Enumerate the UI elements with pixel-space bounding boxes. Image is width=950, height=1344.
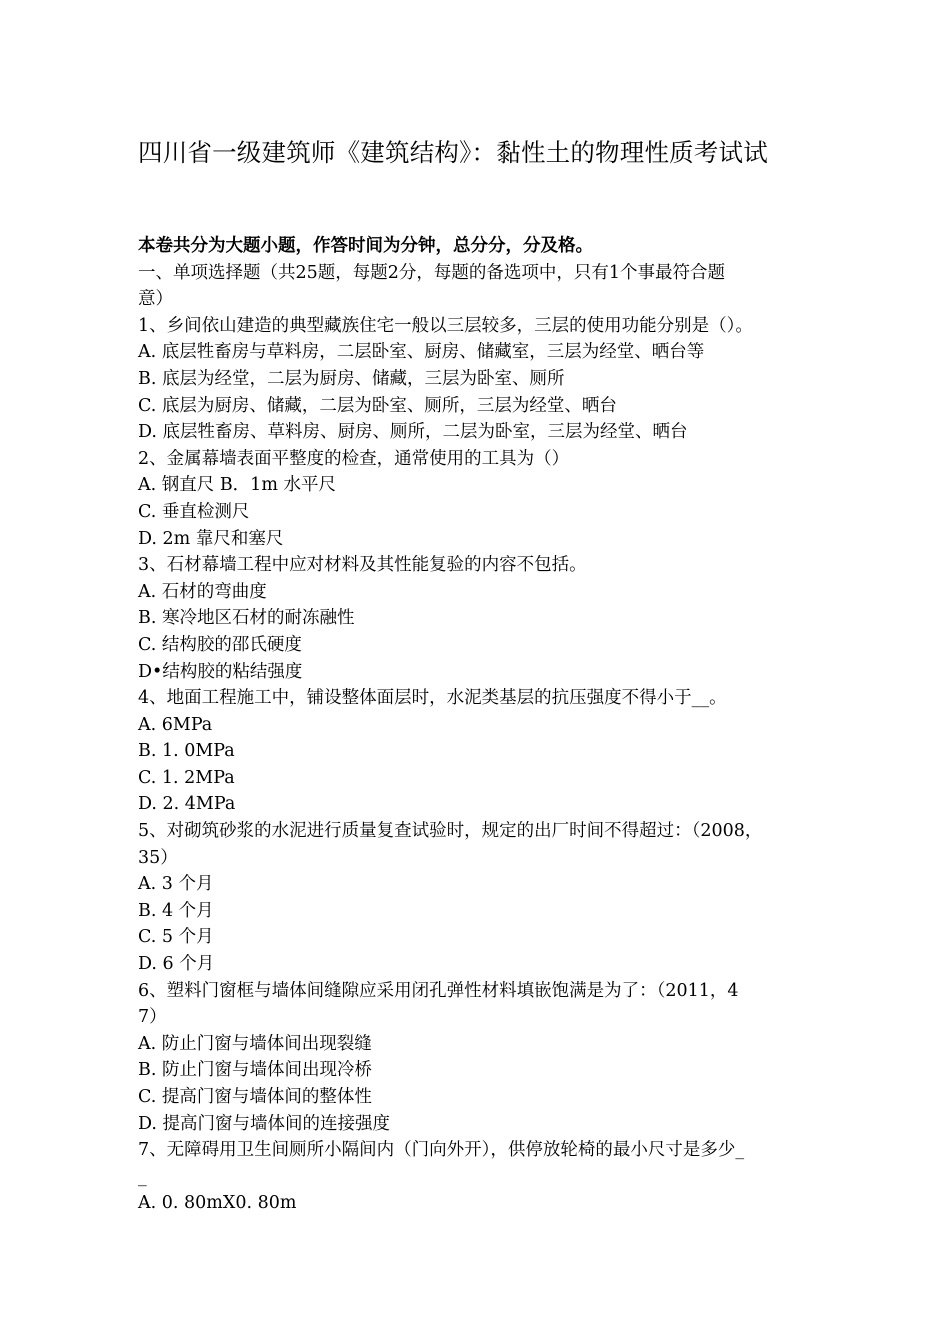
answer-option-d: D. 6 个月: [138, 954, 215, 975]
question-4: [138, 685, 818, 818]
answer-option-b: B. 4 个月: [138, 900, 214, 921]
answer-option-c: C. 垂直检测尺: [138, 501, 250, 522]
question-2: [138, 446, 818, 552]
answer-option-a-b: A. 钢直尺 B．1m 水平尺: [138, 475, 336, 496]
answer-option-b: B. 1. 0MPa: [138, 741, 235, 762]
answer-option-b: B. 底层为经堂，二层为厨房、储藏，三层为卧室、厕所: [138, 368, 565, 389]
question-1: [138, 313, 818, 446]
question-7: [138, 1137, 818, 1217]
answer-option-a: A. 0. 80mⅩ0. 80m: [138, 1193, 297, 1214]
answer-option-d: D. 底层牲畜房、草料房、厨房、厕所，二层为卧室，三层为经堂、晒台: [138, 422, 688, 443]
question-stem-continued: 7）: [138, 1007, 167, 1028]
question-stem: 3、石材幕墙工程中应对材料及其性能复验的内容不包括。: [138, 555, 587, 576]
document-title: 四川省一级建筑师《建筑结构》：黏性土的物理性质考试试: [138, 138, 768, 167]
question-stem: 6、塑料门窗框与墙体间缝隙应采用闭孔弹性材料填嵌饱满是为了：（2011，4: [138, 980, 739, 1001]
section-heading: 一、单项选择题（共25题，每题2分，每题的备选项中，只有1个事最符合题: [138, 262, 726, 283]
exam-body: [138, 233, 818, 1217]
answer-option-c: C. 提高门窗与墙体间的整体性: [138, 1087, 372, 1107]
answer-option-b: B. 寒冷地区石材的耐冻融性: [138, 608, 355, 629]
answer-option-d: D. 提高门窗与墙体间的连接强度: [138, 1113, 391, 1134]
answer-option-c: C. 5 个月: [138, 927, 214, 948]
answer-option-c: C. 底层为厨房、储藏，二层为卧室、厕所，三层为经堂、晒台: [138, 395, 617, 416]
answer-option-a: A. 6MPa: [138, 714, 213, 735]
question-stem: 5、对砌筑砂浆的水泥进行质量复查试验时，规定的出厂时间不得超过：（2008，: [138, 821, 763, 842]
section-heading-continued: 意）: [138, 289, 173, 310]
answer-option-c: C. 1. 2MPa: [138, 767, 235, 788]
question-stem-continued: 35）: [138, 847, 178, 868]
answer-option-a: A. 石材的弯曲度: [138, 581, 267, 602]
answer-option-d: D. 2m 靠尺和塞尺: [138, 528, 284, 549]
answer-option-c: C. 结构胶的邵氏硬度: [138, 634, 302, 655]
answer-option-b: B. 防止门窗与墙体间出现冷桥: [138, 1060, 372, 1081]
question-stem: 7、无障碍用卫生间厕所小隔间内（门向外开），供停放轮椅的最小尺寸是多少_: [138, 1140, 745, 1161]
answer-option-a: A. 3 个月: [138, 874, 214, 895]
question-stem: 2、金属幕墙表面平整度的检查，通常使用的工具为（）: [138, 448, 570, 469]
question-6: [138, 978, 818, 1138]
question-stem: 1、乡间依山建造的典型藏族住宅一般以三层较多，三层的使用功能分别是（）。: [138, 315, 753, 336]
exam-intro: 本卷共分为大题小题，作答时间为分钟，总分分，分及格。: [138, 236, 593, 256]
answer-option-a: A. 底层牲畜房与草料房，二层卧室、厨房、储藏室，三层为经堂、晒台等: [138, 342, 705, 363]
question-5: [138, 818, 818, 978]
question-stem: 4、地面工程施工中，铺设整体面层时，水泥类基层的抗压强度不得小于__。: [138, 688, 727, 709]
question-3: [138, 552, 818, 685]
answer-option-d: D. 2. 4MPa: [138, 794, 236, 815]
answer-option-a: A. 防止门窗与墙体间出现裂缝: [138, 1033, 372, 1054]
answer-option-d: D•结构胶的粘结强度: [138, 661, 303, 682]
question-stem-continued: _: [138, 1166, 147, 1187]
